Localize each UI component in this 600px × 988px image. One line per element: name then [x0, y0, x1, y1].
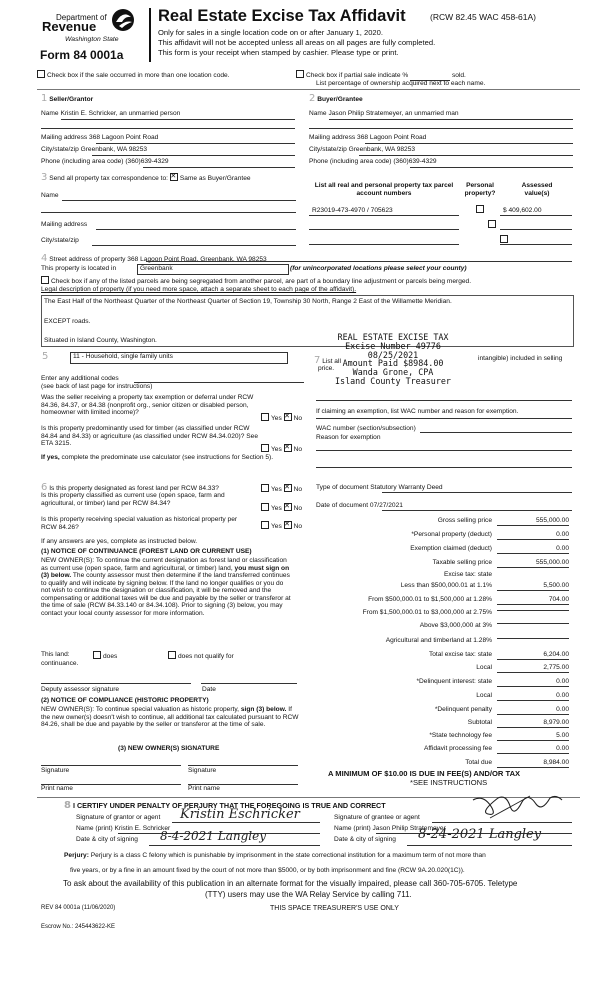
form-title: Real Estate Excise Tax Affidavit [158, 7, 406, 25]
grantor-signature[interactable]: Kristin Eschricker [180, 807, 300, 822]
tax-delinq-state-value[interactable]: 0.00 [497, 678, 569, 687]
partial-label: Check box if partial sale indicate % [306, 72, 409, 79]
checkbox[interactable] [37, 70, 45, 78]
tax-total-label: Total due [465, 759, 492, 766]
located-select[interactable]: Greenbank [137, 264, 289, 275]
tax-t3-label: From $1,500,000.01 to $3,000,000 at 2.75% [362, 609, 492, 616]
personal-property-checkbox-2[interactable] [488, 220, 496, 228]
tax-local2-label: Local [476, 692, 492, 699]
certify-heading: 8 I CERTIFY UNDER PENALTY OF PERJURY THAT THE FOREGOING IS TRUE AND CORRECT [64, 800, 386, 811]
correspondence-name-label: Name [41, 192, 59, 199]
header-sub3: This form is your receipt when stamped by cashier. Please type or print. [158, 48, 399, 57]
stamp-line-1: REAL ESTATE EXCISE TAX [337, 332, 449, 342]
tax-t1-value[interactable]: 5,500.00 [497, 582, 569, 591]
seller-mailing-row: Mailing address 368 Lagoon Point Road [41, 134, 159, 141]
revision-label: REV 84 0001a (11/06/2020) [41, 905, 116, 911]
does-not-qualify-check[interactable]: does not qualify for [168, 651, 234, 661]
alt-format-line-1: To ask about the availability of this publication in an alternate format for the visually impaired, please call 360-705-6705. Teletype [63, 879, 518, 888]
owner-signature-label-2: Signature [188, 767, 217, 774]
seller-phone[interactable]: (360)639-4329 [125, 158, 169, 165]
stamp-line-2: Excise Number 49776 [345, 340, 441, 351]
partial-sale-check[interactable] [296, 70, 466, 81]
tax-t4-value[interactable] [497, 622, 569, 624]
price-label: price. [318, 365, 335, 372]
tax-techfee-label: *State technology fee [429, 732, 492, 739]
legal-line-3: Situated in Island County, Washington. [44, 337, 157, 344]
if-yes-note: If any answers are yes, complete as instructed below. [41, 538, 198, 545]
located-row: This property is located in [41, 265, 117, 272]
timber-question: Is this property predominantly used for timber (as classified under RCW 84.84 and 84.33) or agriculture (as classified under RCW 84.34.020)? See ETA 3215. [41, 425, 258, 448]
new-owner-signature-heading: (3) NEW OWNER(S) SIGNATURE [118, 745, 220, 752]
header-divider [149, 8, 151, 62]
seller-mailing[interactable]: 368 Lagoon Point Road [89, 134, 159, 141]
list-all-tail: intangible) included in selling [478, 355, 563, 362]
partial-note: List percentage of ownership acquired next to each name. [316, 80, 486, 87]
tax-gross-value[interactable]: 555,000.00 [497, 517, 569, 526]
street-address[interactable]: 368 Lagoon Point Road, Greenbank, WA 98253 [127, 256, 267, 263]
tax-penalty-value[interactable]: 0.00 [497, 706, 569, 715]
tax-gross-label: Gross selling price [437, 517, 492, 524]
personal-property-checkbox-1[interactable] [476, 205, 484, 213]
tax-affidavit-value[interactable]: 0.00 [497, 745, 569, 754]
tax-total-state-label: Total excise tax: state [428, 651, 492, 658]
alt-format-line-2: (TTY) users may use the WA Relay Service by calling 711. [205, 890, 412, 899]
seller-section-heading: 1 Seller/Grantor [41, 93, 94, 104]
notice-compliance-heading: (2) NOTICE OF COMPLIANCE (HISTORIC PROPERTY) [41, 697, 209, 704]
escrow-number: Escrow No.: 245443622-KE [41, 924, 116, 930]
seller-name-row: Name Kristin E. Schricker, an unmarried person [41, 110, 181, 117]
grantor-name-row: Name (print) Kristin E. Schricker [76, 825, 171, 832]
parcel-list-heading: List all real and personal property tax parcel account numbers [314, 182, 454, 197]
see-back-note: (see back of last page for instructions) [41, 383, 153, 390]
assessed-value-heading: Assessed value(s) [521, 182, 553, 197]
legal-line-2: EXCEPT roads. [44, 318, 91, 325]
legal-description-label: Legal description of property (if you need more space, attach a separate sheet to each page of the affidavit). [41, 286, 357, 293]
multi-location-label: Check box if the sale occurred in more than one location code. [47, 72, 230, 79]
timber-note: If yes, complete the predominate use calculator (see instructions for Section 5). [41, 454, 274, 461]
grantee-signature[interactable] [470, 790, 565, 822]
seller-city-row: City/state/zip Greenbank, WA 98253 [41, 146, 148, 153]
minimum-due-note: A MINIMUM OF $10.00 IS DUE IN FEE(S) AND/OR TAX [328, 769, 521, 778]
tax-penalty-label: *Delinquent penalty [434, 706, 492, 713]
grantee-name-row: Name (print) Jason Philip Stratemeyer [334, 825, 446, 832]
tax-t2-label: From $500,000.01 to $1,500,000 at 1.28% [368, 596, 492, 603]
grantor-date-label: Date & city of signing [76, 836, 138, 843]
owner-print-name-label-1: Print name [41, 785, 73, 792]
legal-line-1: The East Half of the Northeast Quarter of the Northeast Quarter of Section 19, Township 30 North, Range 2 East of the Willamette Meridian. [44, 298, 452, 305]
current-use-question: Is this property classified as current use (open space, farm and agricultural, or timber) land per RCW 84.34? [41, 492, 225, 507]
grantee-name[interactable]: Jason Philip Stratemeyer [372, 825, 446, 832]
agency-line2: Revenue [42, 19, 97, 34]
segregated-check[interactable]: Check box if any of the listed parcels are being segregated from another parcel, are part of a boundary line adjustment or parcels being merged. [41, 276, 471, 286]
buyer-section-heading: 2 Buyer/Grantee [309, 93, 363, 104]
notice-continuance-heading: (1) NOTICE OF CONTINUANCE (FOREST LAND OR CURRENT USE) [41, 548, 252, 555]
additional-codes-label: Enter any additional codes [41, 375, 119, 382]
tax-t2-value[interactable]: 704.00 [497, 596, 569, 605]
historic-question: Is this property receiving special valuation as historical property per RCW 84.26? [41, 516, 238, 531]
assessed-value-1[interactable]: $ 409,602.00 [503, 207, 542, 214]
grantee-date-label: Date & city of signing [334, 836, 396, 843]
deputy-date-label: Date [202, 686, 216, 693]
perjury-line-2: five years, or by a fine in an amount fixed by the court of not more than $5000, or by both imprisonment and fine (RCW 9A.20.020(1C)). [70, 867, 465, 874]
sold-label: sold. [451, 72, 466, 79]
grantor-name[interactable]: Kristin E. Schricker [114, 825, 171, 832]
agency-line3: Washington State [65, 36, 119, 43]
document-type-row: Type of document Statutory Warranty Deed [316, 484, 443, 491]
seller-phone-row: Phone (including area code) (360)639-4329 [41, 158, 169, 165]
does-qualify-check[interactable]: does [93, 651, 117, 661]
document-type[interactable]: Statutory Warranty Deed [370, 484, 443, 491]
correspondence-row: 3 Send all property tax correspondence to: ✕ Same as Buyer/Grantee [41, 172, 251, 184]
buyer-name[interactable]: Jason Philip Stratemeyer, an unmarried man [328, 110, 459, 117]
form-number: Form 84 0001a [40, 48, 124, 62]
owner-signature-label-1: Signature [41, 767, 70, 774]
continuance-label: continuance. [41, 660, 79, 667]
current-use-yes-no[interactable]: Yes ✕ No [261, 503, 302, 513]
grantor-signature-label: Signature of grantor or agent [76, 814, 161, 821]
agency-line1: Department of [56, 13, 107, 22]
tax-affidavit-label: Affidavit processing fee [423, 745, 492, 752]
grantee-signature-label: Signature of grantee or agent [334, 814, 420, 821]
notice-compliance-text: NEW OWNER(S): To continue special valuation as historic property, sign (3) below. If the new owner(s) doesn't wish to continue, all additional tax calculated pursuant to RCW 84.26, shall be due and payable by the seller or transferor at the time of sale. [41, 706, 299, 729]
grantor-date[interactable]: 8-4-2021 Langley [160, 829, 266, 843]
multi-location-check[interactable] [37, 70, 230, 80]
exemption-question: Was the seller receiving a property tax exemption or deferral under RCW 84.36, 84.37, or 84.38 (nonprofit org., senior citizen or disabled person, homeowner with limited income)? [41, 394, 254, 417]
buyer-mailing-row: Mailing address 368 Lagoon Point Road [309, 134, 427, 141]
personal-property-heading: Personal property? [464, 182, 496, 197]
tax-local-label: Local [476, 664, 492, 671]
wac-number-label: WAC number (section/subsection) [316, 425, 416, 432]
notice-continuance-text: NEW OWNER(S): To continue the current designation as forest land or classification as current use (open space, farm and agricultural, or timber) land, you must sign on (3) below. The county assessor must then determine if the land transferred continues to qualify and will indicate by signing below. If the land no longer qualifies or you do not wish to continue the designation or classification, it will be removed and the compensating or additional taxes will be due and payable by the seller or transferor at the time of sale (RCW 84.33.140 or 84.34.108). Prior to signing (3) below, you may contact your local county assessor for more information. [41, 557, 291, 618]
see-instructions-note: *SEE INSTRUCTIONS [410, 778, 488, 787]
personal-property-checkbox-3[interactable] [500, 235, 508, 243]
section-5-number: 5 [42, 351, 49, 362]
header-sub1: Only for sales in a single location code on or after January 1, 2020. [158, 28, 383, 37]
buyer-phone[interactable]: (360)639-4329 [393, 158, 437, 165]
tax-excise-state-label: Excise tax: state [443, 571, 492, 578]
form-rcw: (RCW 82.45 WAC 458-61A) [430, 12, 536, 22]
tax-personal-label: *Personal property (deduct) [411, 531, 492, 538]
stamp-line-4: Amount Paid $8984.00 [342, 358, 444, 369]
tax-t5-label: Agricultural and timberland at 1.28% [385, 637, 492, 644]
legal-description-box[interactable] [41, 295, 574, 347]
tax-local-value[interactable]: 2,775.00 [497, 664, 569, 673]
list-all-row: 7 List all [314, 355, 341, 366]
tax-exemption-value[interactable]: 0.00 [497, 545, 569, 554]
tax-exemption-label: Exemption claimed (deduct) [410, 545, 492, 552]
owner-print-name-label-2: Print name [188, 785, 220, 792]
this-land-row: This land: [41, 651, 70, 658]
parcel-number-1[interactable]: R23019-473-4970 / 705623 [312, 207, 393, 214]
tax-taxable-value[interactable]: 555,000.00 [497, 559, 569, 568]
wac-claim-label: If claiming an exemption, list WAC number and reason for exemption. [316, 408, 519, 415]
forest-yes-no[interactable]: Yes ✕ No [261, 484, 302, 494]
tax-total-value[interactable]: 8,984.00 [497, 759, 569, 768]
located-note: (for unincorporated locations please select your county) [290, 265, 467, 272]
tax-subtotal-label: Subtotal [467, 719, 492, 726]
header-sub2: This affidavit will not be accepted unless all areas on all pages are fully completed. [158, 38, 436, 47]
perjury-line-1: Perjury: Perjury is a class C felony which is punishable by imprisonment in the state correctional institution for a maximum term of not more than [64, 852, 486, 859]
tax-t3-value[interactable] [497, 609, 569, 611]
tax-t4-label: Above $3,000,000 at 3% [419, 622, 492, 629]
stamp-line-5: Wanda Grone, CPA [352, 367, 434, 378]
document-date[interactable]: 07/27/2021 [369, 502, 403, 509]
document-date-row: Date of document 07/27/2021 [316, 502, 403, 509]
deputy-signature-label: Deputy assessor signature [41, 686, 120, 693]
reason-label: Reason for exemption [316, 434, 381, 441]
stamp-line-3: 08/25/2021 [367, 349, 419, 360]
correspondence-mailing-label: Mailing address [41, 221, 88, 228]
buyer-mailing[interactable]: 368 Lagoon Point Road [357, 134, 427, 141]
use-code-select[interactable]: 11 - Household, single family units [70, 352, 288, 364]
buyer-city-row: City/state/zip Greenbank, WA 98253 [309, 146, 416, 153]
grantee-date[interactable]: 8-24-2021 Langley [418, 827, 542, 842]
historic-yes-no[interactable]: Yes ✕ No [261, 521, 302, 531]
tax-taxable-label: Taxable selling price [432, 559, 492, 566]
revenue-logo-icon [110, 8, 136, 32]
street-address-row: 4 Street address of property 368 Lagoon Point Road, Greenbank, WA 98253 [41, 253, 267, 264]
tax-total-state-value[interactable]: 6,204.00 [497, 651, 569, 660]
buyer-name-row: Name Jason Philip Stratemeyer, an unmarried man [309, 110, 459, 117]
correspondence-city-label: City/state/zip [41, 237, 79, 244]
tax-delinq-state-label: *Delinquent interest: state [416, 678, 492, 685]
tax-subtotal-value[interactable]: 8,979.00 [497, 719, 569, 728]
tax-personal-value[interactable]: 0.00 [497, 531, 569, 540]
tax-t1-label: Less than $500,000.01 at 1.1% [400, 582, 492, 589]
seller-city[interactable]: Greenbank, WA 98253 [80, 146, 148, 153]
tax-local2-value[interactable]: 0.00 [497, 692, 569, 701]
treasurer-use-label: THIS SPACE TREASURER'S USE ONLY [270, 905, 399, 912]
same-as-buyer-checkbox[interactable] [170, 173, 178, 181]
seller-name[interactable]: Kristin E. Schricker, an unmarried person [60, 110, 181, 117]
buyer-phone-row: Phone (including area code) (360)639-4329 [309, 158, 437, 165]
buyer-city[interactable]: Greenbank, WA 98253 [348, 146, 416, 153]
rule [37, 89, 580, 90]
timber-yes-no[interactable]: Yes ✕ No [261, 444, 302, 454]
tax-techfee-value[interactable]: 5.00 [497, 732, 569, 741]
stamp-line-6: Island County Treasurer [335, 376, 451, 387]
forest-land-row: 6 Is this property designated as forest land per RCW 84.33? [41, 482, 219, 493]
tax-t5-value[interactable] [497, 637, 569, 639]
exemption-yes-no[interactable]: Yes ✕ No [261, 413, 302, 423]
checkbox[interactable] [296, 70, 304, 78]
